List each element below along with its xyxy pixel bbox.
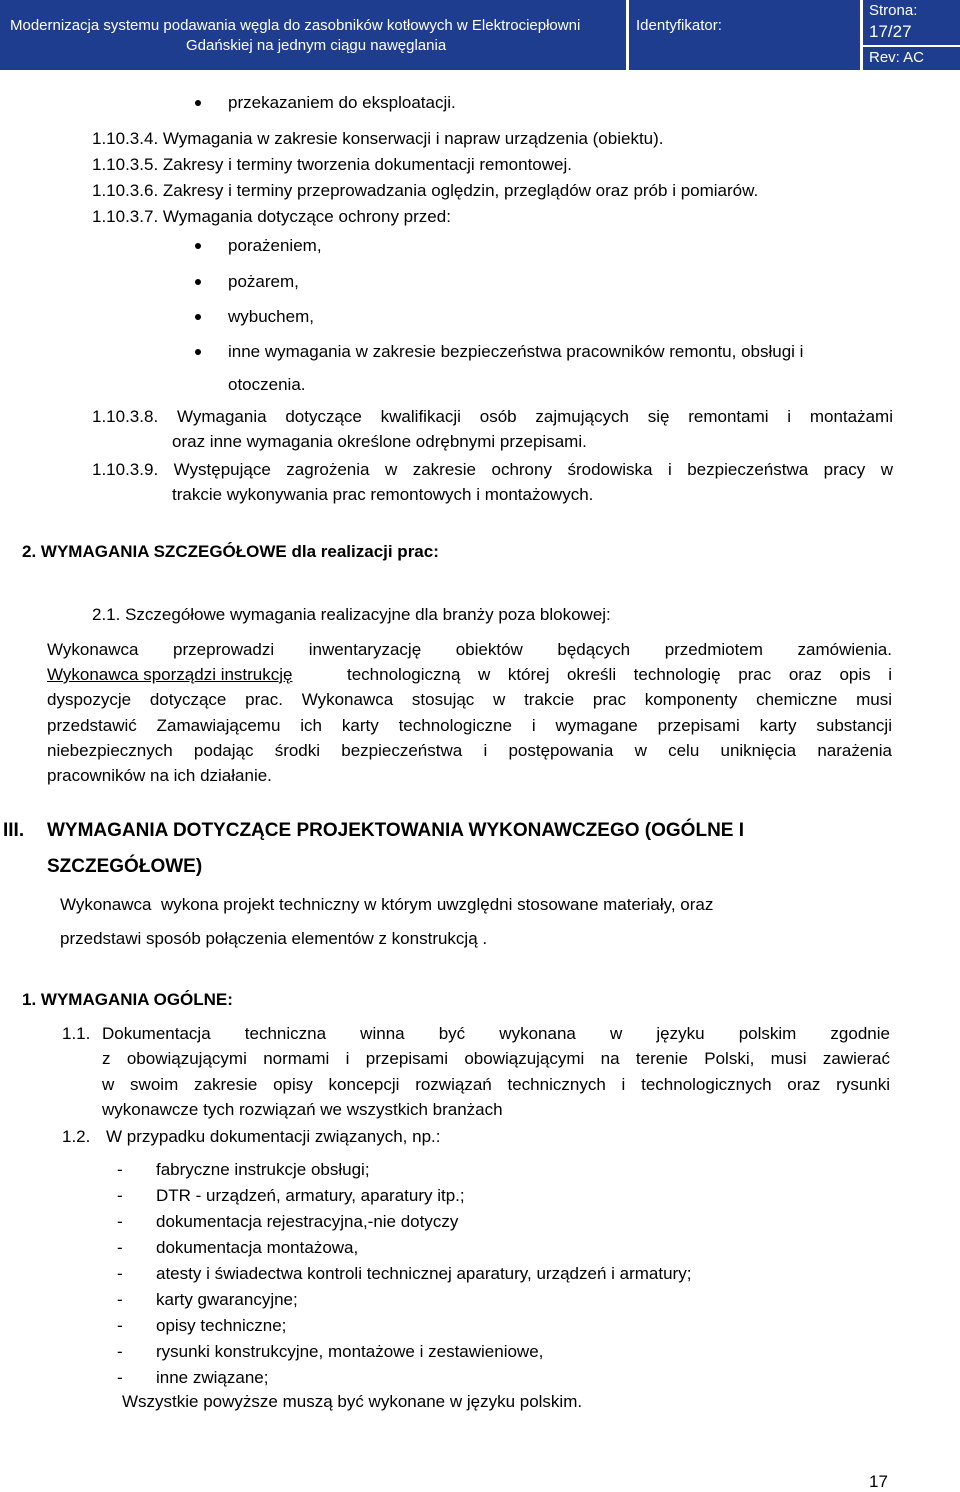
- item-1-1-line: w swoim zakresie opisy koncepcji rozwiązań technicznych i technologicznych oraz rysunki: [102, 1075, 890, 1094]
- item-1-2-number: 1.2.: [62, 1127, 91, 1146]
- bullet-item: przekazaniem do eksploatacji.: [228, 93, 456, 112]
- underlined-text: Wykonawca sporządzi instrukcję: [47, 665, 293, 684]
- paragraph-line: pracowników na ich działanie.: [47, 766, 272, 785]
- item-1-10-3-6: 1.10.3.6. Zakresy i terminy przeprowadzania oględzin, przeglądów oraz prób i pomiarów.: [92, 181, 759, 200]
- dash-list-item: DTR - urządzeń, armatury, aparatury itp.;: [156, 1186, 465, 1205]
- bullet-item: inne wymagania w zakresie bezpieczeństwa pracowników remontu, obsługi i: [228, 342, 804, 361]
- dash-marker: -: [117, 1290, 123, 1309]
- header-rev-label: Rev: AC: [869, 49, 925, 66]
- dash-list-item: rysunki konstrukcyjne, montażowe i zestawieniowe,: [156, 1342, 544, 1361]
- paragraph-line: Wykonawca przeprowadzi inwentaryzację obiektów będących przedmiotem zamówienia.: [47, 640, 892, 659]
- paragraph-line-rest: technologiczną w której określi technologię prac oraz opis i: [347, 665, 892, 684]
- item-1-2-text: W przypadku dokumentacji związanych, np.:: [106, 1127, 441, 1146]
- item-1-10-3-8-line1: 1.10.3.8. Wymagania dotyczące kwalifikacji osób zajmujących się remontami i montażami: [92, 407, 893, 426]
- item-1-1-line: z obowiązującymi normami i przepisami obowiązującymi na terenie Polski, musi zawierać: [102, 1049, 890, 1068]
- header-identifier-label: Identyfikator:: [636, 17, 722, 34]
- dash-marker: -: [117, 1160, 123, 1179]
- dash-list-item: dokumentacja montażowa,: [156, 1238, 359, 1257]
- header-title-line2: Gdańskiej na jednym ciągu nawęglania: [186, 37, 447, 54]
- dash-list-item: atesty i świadectwa kontroli technicznej aparatury, urządzeń i armatury;: [156, 1264, 692, 1283]
- dash-list-item: opisy techniczne;: [156, 1316, 287, 1335]
- item-1-10-3-7: 1.10.3.7. Wymagania dotyczące ochrony przed:: [92, 207, 451, 226]
- bullet-item: pożarem,: [228, 272, 299, 291]
- item-1-10-3-4: 1.10.3.4. Wymagania w zakresie konserwacji i napraw urządzenia (obiektu).: [92, 129, 664, 148]
- section-iii-heading-line1: WYMAGANIA DOTYCZĄCE PROJEKTOWANIA WYKONAWCZEGO (OGÓLNE I: [47, 820, 745, 841]
- dash-marker: -: [117, 1212, 123, 1231]
- dash-marker: -: [117, 1186, 123, 1205]
- subsection-2-1: 2.1. Szczegółowe wymagania realizacyjne dla branży poza blokowej:: [92, 605, 611, 624]
- section-2-heading: 2. WYMAGANIA SZCZEGÓŁOWE dla realizacji prac:: [22, 542, 439, 561]
- paragraph-line: [47, 665, 892, 685]
- section-iii-heading-line2: SZCZEGÓŁOWE): [47, 856, 203, 877]
- item-1-10-3-9-line2: trakcie wykonywania prac remontowych i montażowych.: [172, 485, 594, 504]
- header-title-cell: [0, 0, 626, 70]
- bullet-item: wybuchem,: [228, 307, 314, 326]
- section-iii-paragraph-line1: Wykonawca wykona projekt techniczny w którym uwzględni stosowane materiały, oraz: [60, 895, 714, 914]
- dash-marker: -: [117, 1316, 123, 1335]
- dash-marker: -: [117, 1342, 123, 1361]
- section-1-heading: 1. WYMAGANIA OGÓLNE:: [22, 990, 233, 1009]
- dash-marker: -: [117, 1368, 123, 1387]
- header-identifier-cell: [629, 0, 860, 70]
- header-title-line1: Modernizacja systemu podawania węgla do zasobników kotłowych w Elektrociepłowni: [10, 17, 581, 34]
- paragraph-line: niebezpiecznych podając środki bezpieczeństwa i postępowania w celu uniknięcia narażenia: [47, 741, 892, 760]
- dash-marker: -: [117, 1238, 123, 1257]
- header-page-value: 17/27: [869, 22, 912, 41]
- item-1-10-3-5: 1.10.3.5. Zakresy i terminy tworzenia dokumentacji remontowej.: [92, 155, 572, 174]
- item-1-10-3-8-line2: oraz inne wymagania określone odrębnymi przepisami.: [172, 432, 587, 451]
- item-1-10-3-9-line1: 1.10.3.9. Występujące zagrożenia w zakresie ochrony środowiska i bezpieczeństwa pracy w: [92, 460, 893, 479]
- page-number: 17: [869, 1472, 888, 1491]
- paragraph-line: dyspozycje dotyczące prac. Wykonawca stosując w trakcie prac komponenty chemiczne musi: [47, 690, 892, 709]
- item-1-1-number: 1.1.: [62, 1024, 91, 1043]
- section-iii-paragraph-line2: przedstawi sposób połączenia elementów z konstrukcją .: [60, 929, 488, 948]
- bullet-continuation: otoczenia.: [228, 375, 306, 394]
- header-page-label: Strona:: [869, 2, 918, 19]
- item-1-1-line: Dokumentacja techniczna winna być wykonana w języku polskim zgodnie: [102, 1024, 890, 1043]
- dash-list-item: dokumentacja rejestracyjna,-nie dotyczy: [156, 1212, 459, 1231]
- header-page-cell: [863, 0, 960, 45]
- item-1-1-line: wykonawcze tych rozwiązań we wszystkich branżach: [102, 1100, 503, 1119]
- paragraph-line: przedstawić Zamawiającemu ich karty technologiczne i wymagane przepisami karty substancji: [47, 716, 892, 735]
- section-iii-number: III.: [3, 820, 25, 841]
- dash-list-item: inne związane;: [156, 1368, 269, 1387]
- header-rev-cell: [863, 47, 960, 70]
- dash-list-item: fabryczne instrukcje obsługi;: [156, 1160, 370, 1179]
- dash-marker: -: [117, 1264, 123, 1283]
- closing-sentence: Wszystkie powyższe muszą być wykonane w języku polskim.: [122, 1392, 583, 1411]
- dash-list-item: karty gwarancyjne;: [156, 1290, 298, 1309]
- document-header: [0, 0, 960, 70]
- bullet-item: porażeniem,: [228, 236, 322, 255]
